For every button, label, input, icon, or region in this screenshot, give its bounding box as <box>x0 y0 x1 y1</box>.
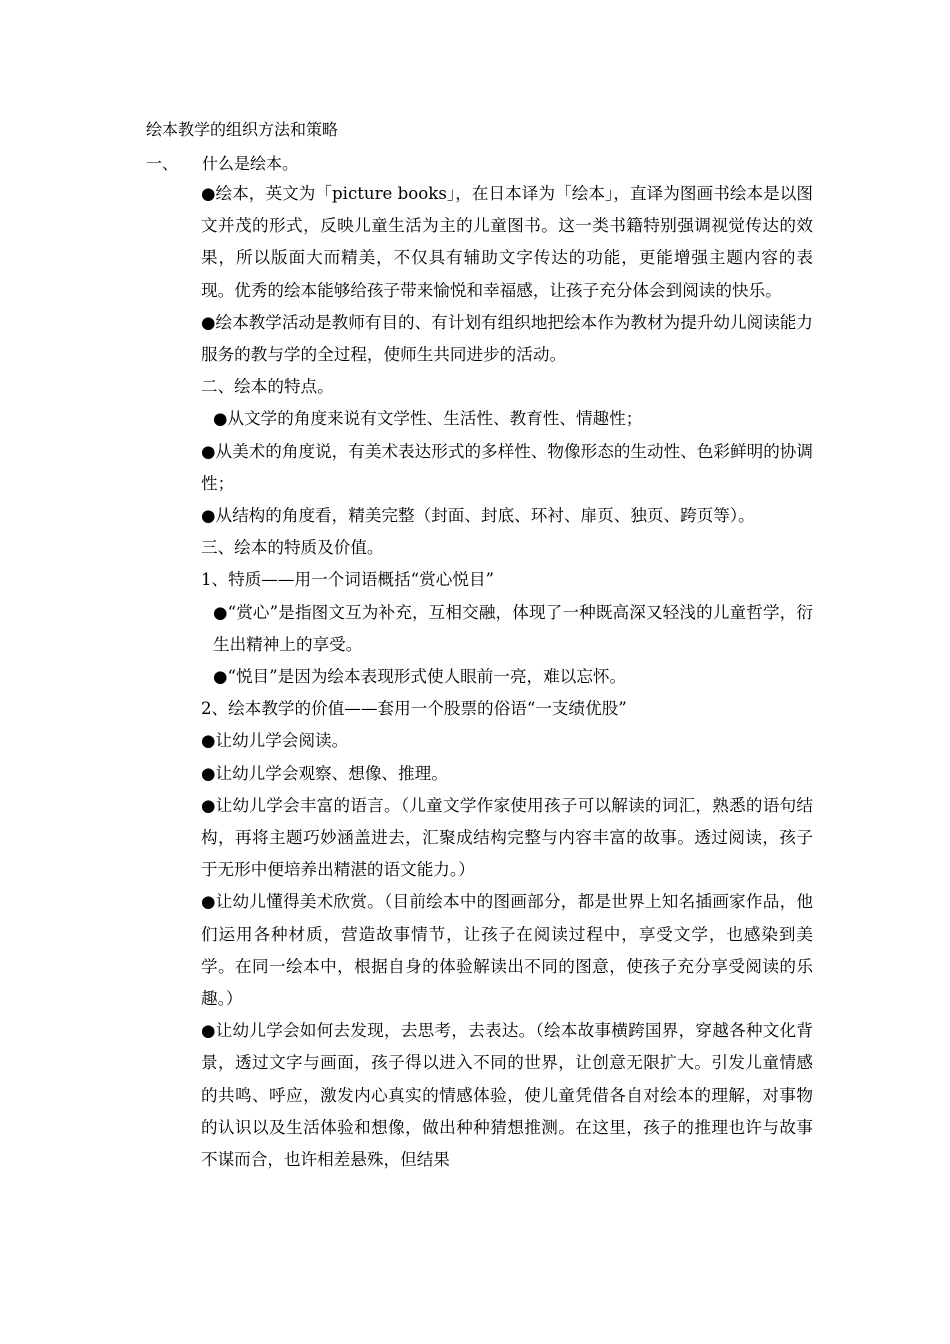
section-1-heading <box>146 152 298 176</box>
paragraph: ●让幼儿学会丰富的语言。（儿童文学作家使用孩子可以解读的词汇，熟悉的语句结构，再将主题巧妙涵盖进去，汇聚成结构完整与内容丰富的故事。透过阅读，孩子于无形中便培养出精湛的语文能力。） <box>201 795 813 880</box>
paragraph: ●从结构的角度看，精美完整（封面、封底、环衬、扉页、独页、跨页等）。 <box>201 506 755 526</box>
section-1-title: 什么是绘本。 <box>202 154 299 173</box>
section-heading: 二、绘本的特点。 <box>201 377 334 397</box>
paragraph: ●让幼儿学会观察、想像、推理。 <box>201 763 448 783</box>
paragraph: ●绘本教学活动是教师有目的、有计划有组织地把绘本作为教材为提升幼儿阅读能力服务的教与学的全过程，使师生共同进步的活动。 <box>201 312 813 365</box>
document-body <box>201 178 813 1176</box>
paragraph: ●从文学的角度来说有文学性、生活性、教育性、情趣性； <box>213 409 643 429</box>
paragraph: ●从美术的角度说，有美术表达形式的多样性、物像形态的生动性、色彩鲜明的协调性； <box>201 441 813 493</box>
subsection-heading: 2、绘本教学的价值——套用一个股票的俗语“一支绩优股” <box>201 699 627 719</box>
section-1-number: 一、 <box>146 154 179 173</box>
paragraph: ●让幼儿学会阅读。 <box>201 731 349 751</box>
paragraph: ●“赏心”是指图文互为补充，互相交融，体现了一种既高深又轻浅的儿童哲学，衍生出精神上的享受。 <box>213 602 813 654</box>
paragraph: ●“悦目”是因为绘本表现形式使人眼前一亮，难以忘怀。 <box>213 667 627 687</box>
paragraph: ●绘本，英文为「picture books」，在日本译为「绘本」，直译为图画书绘本是以图文并茂的形式，反映儿童生活为主的儿童图书。这一类书籍特别强调视觉传达的效果，所以版面大而精美，不仅具有辅助文字传达的功能，更能增强主题内容的表现。优秀的绘本能够给孩子带来愉悦和幸福感，让孩子充分体会到阅读的快乐。 <box>201 184 813 300</box>
paragraph: ●让幼儿懂得美术欣赏。（目前绘本中的图画部分，都是世界上知名插画家作品，他们运用各种材质，营造故事情节，让孩子在阅读过程中，享受文学，也感染到美学。在同一绘本中，根据自身的体验解读出不同的图意，使孩子充分享受阅读的乐趣。） <box>201 892 813 1009</box>
subsection-heading: 1、特质——用一个词语概括“赏心悦目” <box>201 570 495 590</box>
document-title: 绘本教学的组织方法和策略 <box>146 120 339 139</box>
section-heading: 三、绘本的特质及价值。 <box>201 538 384 558</box>
paragraph: ●让幼儿学会如何去发现，去思考，去表达。（绘本故事横跨国界，穿越各种文化背景，透过文字与画面，孩子得以进入不同的世界，让创意无限扩大。引发儿童情感的共鸣、呼应，激发内心真实的情感体验，使儿童凭借各自对绘本的理解，对事物的认识以及生活体验和想像，做出种种猜想推测。在这里，孩子的推理也许与故事不谋而合，也许相差悬殊，但结果 <box>201 1021 813 1170</box>
